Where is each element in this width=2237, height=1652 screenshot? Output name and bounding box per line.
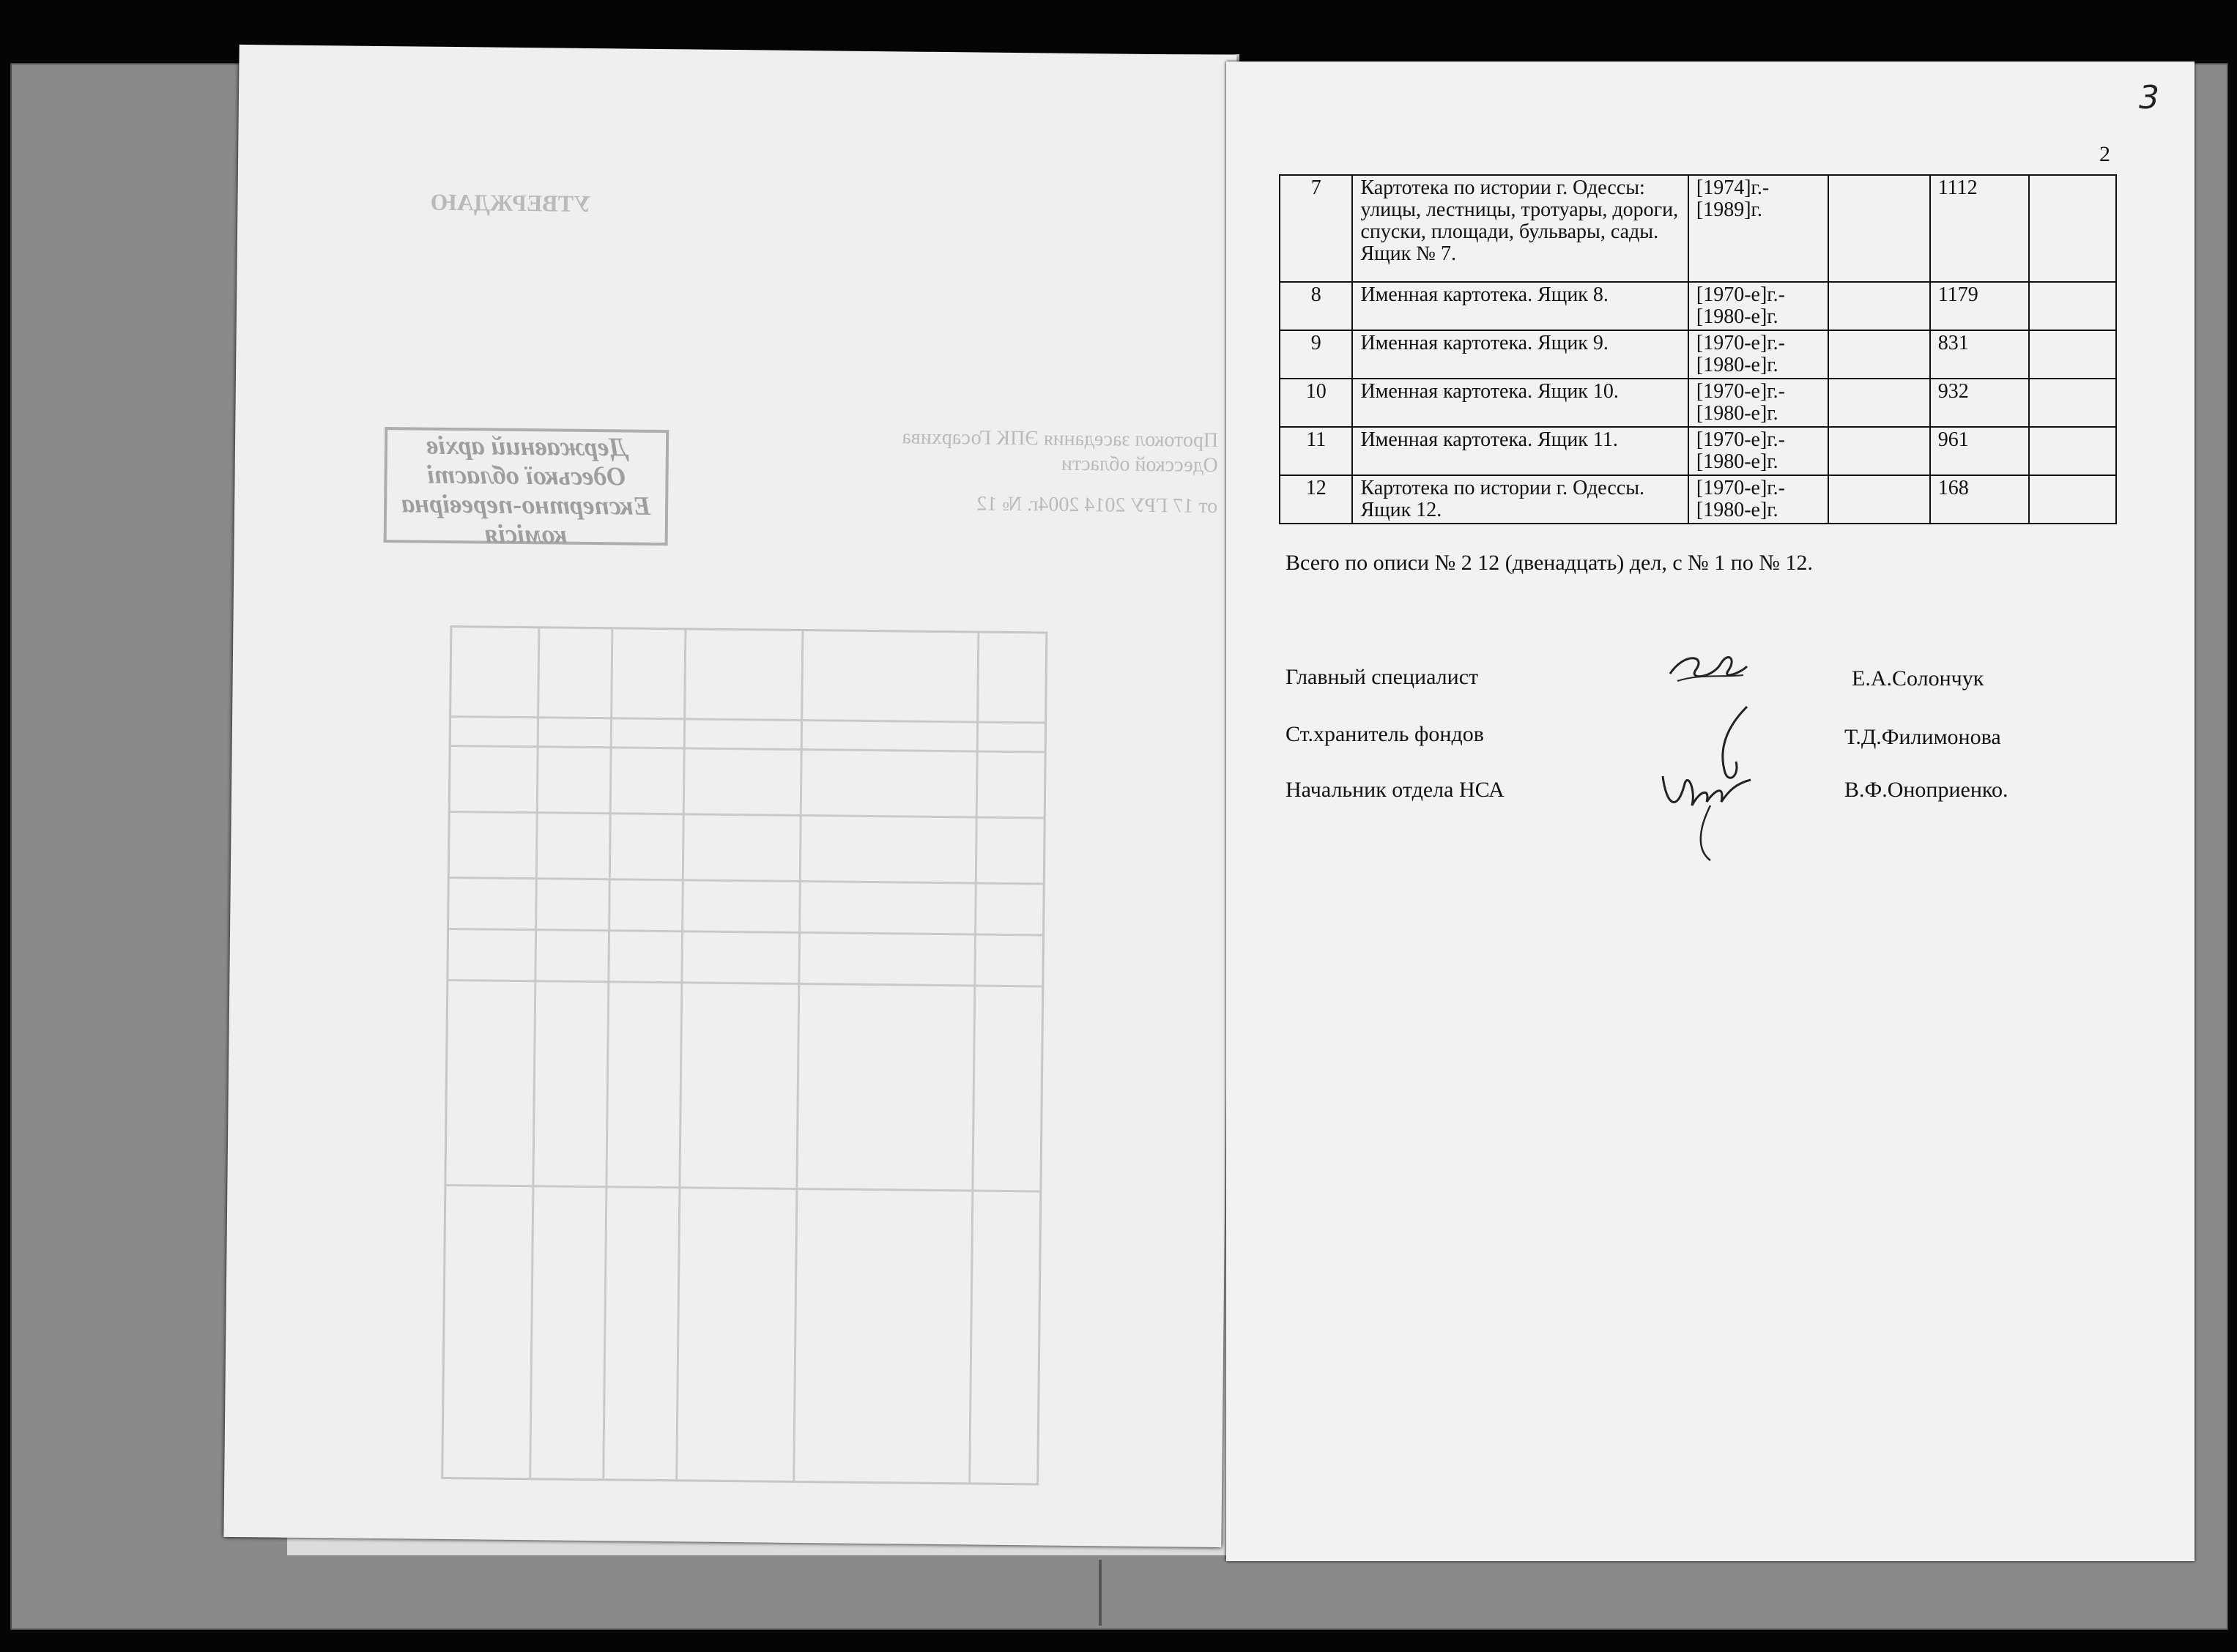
row-empty-cell bbox=[2029, 175, 2116, 282]
row-empty-cell bbox=[1828, 427, 1930, 475]
table-row bbox=[1280, 330, 2116, 379]
page-number: 2 bbox=[2099, 142, 2110, 166]
signature-position-senior-keeper: Ст.хранитель фондов bbox=[1286, 722, 1484, 746]
folder-spine bbox=[1099, 1560, 1102, 1626]
archive-sheet-number: 3 bbox=[2139, 79, 2159, 116]
row-empty-cell bbox=[2029, 282, 2116, 330]
signature-position-department-head: Начальник отдела НСА bbox=[1286, 778, 1505, 802]
row-quantity: 961 bbox=[1930, 427, 2029, 475]
row-empty-cell bbox=[1828, 282, 1930, 330]
ghost-stamp: Державний архів Одеської області Експертно-перевірна комісія bbox=[384, 427, 669, 546]
row-title: Именная картотека. Ящик 11. bbox=[1352, 427, 1688, 475]
row-empty-cell bbox=[2029, 427, 2116, 475]
row-empty-cell bbox=[2029, 475, 2116, 524]
inventory-table bbox=[1279, 174, 2117, 524]
signature-name-senior-keeper: Т.Д.Филимонова bbox=[1844, 725, 2001, 749]
row-title: Картотека по истории г. Одессы. Ящик 12. bbox=[1352, 475, 1688, 524]
row-title: Именная картотека. Ящик 8. bbox=[1352, 282, 1688, 330]
row-quantity: 1179 bbox=[1930, 282, 2029, 330]
row-title: Именная картотека. Ящик 10. bbox=[1352, 379, 1688, 427]
row-number: 10 bbox=[1280, 379, 1352, 427]
total-summary: Всего по описи № 2 12 (двенадцать) дел, с № 1 по № 12. bbox=[1286, 551, 1813, 575]
row-empty-cell bbox=[1828, 175, 1930, 282]
row-number: 9 bbox=[1280, 330, 1352, 379]
handwritten-signature-1 bbox=[1663, 644, 1751, 696]
ghost-table bbox=[441, 625, 1047, 1485]
row-dates: [1970-е]г.-[1980-е]г. bbox=[1688, 330, 1828, 379]
ghost-protocol-date: от 17 ГРУ 2014 2004г. № 12 bbox=[976, 492, 1218, 518]
signature-name-department-head: В.Ф.Оноприенко. bbox=[1844, 778, 2008, 802]
table-row bbox=[1280, 427, 2116, 475]
row-empty-cell bbox=[1828, 379, 1930, 427]
left-page bbox=[223, 45, 1236, 1547]
row-empty-cell bbox=[2029, 330, 2116, 379]
signature-name-chief-specialist: Е.А.Солончук bbox=[1852, 666, 1984, 691]
row-empty-cell bbox=[1828, 475, 1930, 524]
row-quantity: 1112 bbox=[1930, 175, 2029, 282]
row-quantity: 932 bbox=[1930, 379, 2029, 427]
row-title: Картотека по истории г. Одессы: улицы, лестницы, тротуары, дороги, спуски, площади, бульвары, сады. Ящик № 7. bbox=[1352, 175, 1688, 282]
table-row bbox=[1280, 282, 2116, 330]
row-number: 7 bbox=[1280, 175, 1352, 282]
row-dates: [1974]г.-[1989]г. bbox=[1688, 175, 1828, 282]
show-through-text bbox=[223, 45, 1236, 1547]
row-quantity: 831 bbox=[1930, 330, 2029, 379]
signature-position-chief-specialist: Главный специалист bbox=[1286, 665, 1479, 689]
row-number: 12 bbox=[1280, 475, 1352, 524]
row-number: 11 bbox=[1280, 427, 1352, 475]
row-title: Именная картотека. Ящик 9. bbox=[1352, 330, 1688, 379]
table-row bbox=[1280, 379, 2116, 427]
row-empty-cell bbox=[1828, 330, 1930, 379]
row-empty-cell bbox=[2029, 379, 2116, 427]
table-row bbox=[1280, 475, 2116, 524]
row-dates: [1970-е]г.-[1980-е]г. bbox=[1688, 475, 1828, 524]
table-row bbox=[1280, 175, 2116, 282]
ghost-protocol: Протокол заседания ЭПК Госархива Одесской области bbox=[902, 425, 1219, 477]
row-dates: [1970-е]г.-[1980-е]г. bbox=[1688, 379, 1828, 427]
row-dates: [1970-е]г.-[1980-е]г. bbox=[1688, 427, 1828, 475]
row-dates: [1970-е]г.-[1980-е]г. bbox=[1688, 282, 1828, 330]
row-quantity: 168 bbox=[1930, 475, 2029, 524]
handwritten-signature-3 bbox=[1655, 762, 1758, 864]
row-number: 8 bbox=[1280, 282, 1352, 330]
ghost-approval: УТВЕРЖДАЮ bbox=[430, 188, 591, 217]
